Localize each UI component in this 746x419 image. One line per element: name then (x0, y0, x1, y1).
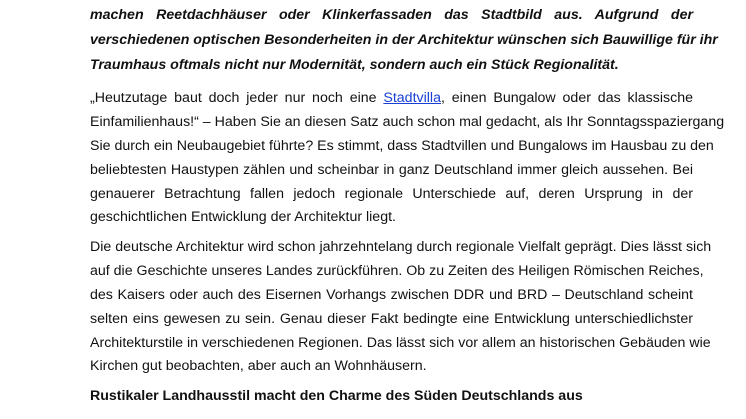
paragraph-line: selten eins gewesen zu sein. Genau dieser Fakt bedingte eine Entwicklung unterschiedlichster (90, 311, 693, 327)
paragraph-line: Die deutsche Architektur wird schon jahrzehntelang durch regionale Vielfalt geprägt. Dies lässt sich (90, 239, 712, 255)
paragraph-line (90, 90, 693, 107)
paragraph-line: auf die Geschichte unseres Landes zurückführen. Ob zu Zeiten des Heiligen Römischen Reiches, (90, 263, 704, 279)
paragraph-line: geschichtlichen Entwicklung der Architektur liegt. (90, 209, 396, 225)
intro-line: machen Reetdachhäuser oder Klinkerfassaden das Stadtbild aus. Aufgrund der (90, 7, 693, 23)
intro-line: Traumhaus oftmals nicht nur Modernität, sondern auch ein Stück Regionalität. (90, 57, 619, 73)
paragraph-line: Einfamilienhaus!“ – Haben Sie an diesen Satz auch schon mal gedacht, als Ihr Sonntagsspaziergang (90, 114, 725, 130)
paragraph-line: des Kaisers oder auch des Eisernen Vorhangs zwischen DDR und BRD – Deutschland scheint (90, 287, 693, 303)
paragraph-line: genauerer Betrachtung fallen jedoch regionale Unterschiede auf, deren Ursprung in der (90, 186, 693, 202)
paragraph-text: „Heutzutage baut doch jeder nur noch eine (90, 90, 384, 106)
paragraph-line: Kirchen gut beobachten, aber auch an Wohnhäusern. (90, 358, 427, 374)
paragraph-line: Architekturstile in verschiedenen Regionen. Das lässt sich vor allem an historischen Gebäuden wie (90, 335, 711, 351)
paragraph-text: , einen Bungalow oder das klassische (440, 90, 693, 106)
paragraph-line: Sie durch ein Neubaugebiet führte? Es stimmt, dass Stadtvillen und Bungalows im Hausbau zu den (90, 138, 714, 154)
stadtvilla-link[interactable]: Stadtvilla (383, 90, 441, 106)
intro-line: verschiedenen optischen Besonderheiten in der Architektur wünschen sich Bauwillige für ihr (90, 32, 718, 48)
paragraph-line: beliebtesten Haustypen zählen und scheinbar in ganz Deutschland immer gleich aussehen. Bei (90, 162, 693, 178)
section-heading: Rustikaler Landhausstil macht den Charme des Süden Deutschlands aus (90, 388, 583, 404)
